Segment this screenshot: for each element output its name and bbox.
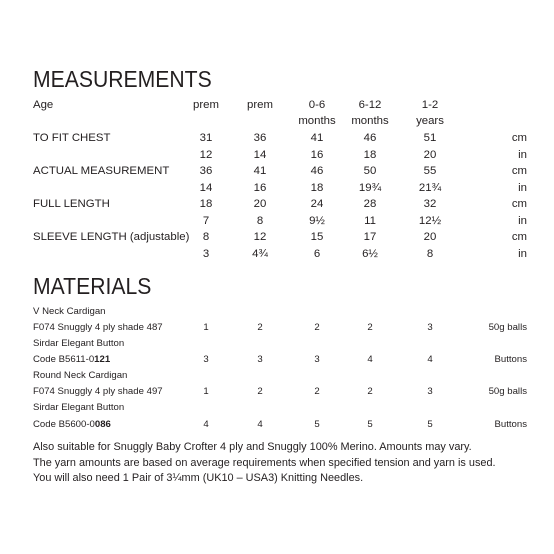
table-cell: 5 xyxy=(427,419,433,430)
table-cell: 24 xyxy=(310,198,324,210)
age-col-4-sub: months xyxy=(351,115,389,127)
table-cell: 32 xyxy=(423,198,437,210)
note-line: The yarn amounts are based on average requirements when specified tension and yarn is used. xyxy=(33,457,496,469)
table-cell: 3 xyxy=(257,354,263,365)
table-cell: 5 xyxy=(314,419,320,430)
table-cell: 3 xyxy=(314,354,320,365)
table-cell: 46 xyxy=(363,132,377,144)
table-cell: 2 xyxy=(314,386,320,397)
table-cell: 2 xyxy=(367,322,373,333)
table-cell: 4 xyxy=(203,419,209,430)
table-cell: 5 xyxy=(367,419,373,430)
row-label: ACTUAL MEASUREMENT xyxy=(33,165,170,177)
table-cell: 2 xyxy=(257,322,263,333)
table-cell: 20 xyxy=(423,231,437,243)
table-cell: 3 xyxy=(427,386,433,397)
table-cell: 41 xyxy=(253,165,267,177)
table-cell: 12½ xyxy=(418,215,442,227)
age-col-3: 0-6 xyxy=(308,99,326,111)
unit-label: in xyxy=(518,182,527,194)
yarn-label: F074 Snuggly 4 ply shade 487 xyxy=(33,322,163,333)
unit-label: cm xyxy=(511,231,527,243)
table-cell: 3 xyxy=(427,322,433,333)
table-cell: 36 xyxy=(199,165,213,177)
table-cell: 18 xyxy=(199,198,213,210)
materials-heading: MATERIALS xyxy=(33,273,152,299)
table-cell: 17 xyxy=(363,231,377,243)
table-cell: 1 xyxy=(203,322,209,333)
table-cell: 16 xyxy=(310,149,324,161)
table-cell: 41 xyxy=(310,132,324,144)
group-heading: Round Neck Cardigan xyxy=(33,370,128,381)
table-cell: 28 xyxy=(363,198,377,210)
unit-label: cm xyxy=(511,198,527,210)
table-cell: 6½ xyxy=(362,248,378,260)
unit-label: in xyxy=(518,248,527,260)
table-cell: 2 xyxy=(367,386,373,397)
table-cell: 46 xyxy=(310,165,324,177)
group-heading: V Neck Cardigan xyxy=(33,306,106,317)
table-cell: 14 xyxy=(199,182,213,194)
age-col-1: prem xyxy=(193,99,219,111)
yarn-label: F074 Snuggly 4 ply shade 497 xyxy=(33,386,163,397)
table-cell: 4 xyxy=(367,354,373,365)
unit-label: cm xyxy=(511,132,527,144)
table-cell: 6 xyxy=(313,248,321,260)
row-label: TO FIT CHEST xyxy=(33,132,111,144)
note-line: Also suitable for Snuggly Baby Crofter 4 ply and Snuggly 100% Merino. Amounts may vary. xyxy=(33,441,472,453)
table-cell: 3 xyxy=(203,354,209,365)
age-col-5-sub: years xyxy=(416,115,444,127)
age-col-2: prem xyxy=(247,99,273,111)
table-cell: 2 xyxy=(257,386,263,397)
table-cell: 50 xyxy=(363,165,377,177)
table-cell: 16 xyxy=(253,182,267,194)
age-col-3-sub: months xyxy=(298,115,336,127)
table-cell: 36 xyxy=(253,132,267,144)
row-label: FULL LENGTH xyxy=(33,198,110,210)
measurements-heading: MEASUREMENTS xyxy=(33,66,212,92)
table-cell: 8 xyxy=(202,231,210,243)
table-cell: 4¾ xyxy=(252,248,268,260)
table-cell: 31 xyxy=(199,132,213,144)
button-code: Code B5600-0086 xyxy=(33,419,111,430)
table-cell: 8 xyxy=(426,248,434,260)
button-label: Sirdar Elegant Button xyxy=(33,402,125,413)
table-cell: 20 xyxy=(253,198,267,210)
table-cell: 20 xyxy=(423,149,437,161)
table-cell: 9½ xyxy=(309,215,325,227)
table-cell: 4 xyxy=(427,354,433,365)
table-cell: 14 xyxy=(253,149,267,161)
table-cell: 11 xyxy=(364,215,376,227)
table-cell: 12 xyxy=(253,231,267,243)
table-cell: 15 xyxy=(310,231,324,243)
table-cell: 8 xyxy=(256,215,264,227)
button-label: Sirdar Elegant Button xyxy=(33,338,125,349)
age-col-4: 6-12 xyxy=(358,99,382,111)
table-cell: 7 xyxy=(202,215,210,227)
unit-label: in xyxy=(518,149,527,161)
table-cell: 1 xyxy=(203,386,209,397)
table-cell: 3 xyxy=(202,248,210,260)
age-label: Age xyxy=(33,99,54,111)
table-cell: 18 xyxy=(310,182,324,194)
age-col-5: 1-2 xyxy=(421,99,439,111)
table-cell: 12 xyxy=(199,149,213,161)
unit-label: Buttons xyxy=(494,419,527,430)
unit-label: in xyxy=(518,215,527,227)
table-cell: 2 xyxy=(314,322,320,333)
unit-label: Buttons xyxy=(494,354,527,365)
button-code: Code B5611-0121 xyxy=(33,354,111,365)
row-label: SLEEVE LENGTH (adjustable) xyxy=(33,231,190,243)
table-cell: 51 xyxy=(423,132,437,144)
unit-label: 50g balls xyxy=(488,322,527,333)
note-line: You will also need 1 Pair of 3¼mm (UK10 – USA3) Knitting Needles. xyxy=(33,472,364,484)
table-cell: 4 xyxy=(257,419,263,430)
table-cell: 21¾ xyxy=(418,182,442,194)
unit-label: 50g balls xyxy=(488,386,527,397)
table-cell: 55 xyxy=(423,165,437,177)
table-cell: 19¾ xyxy=(358,182,382,194)
table-cell: 18 xyxy=(363,149,377,161)
unit-label: cm xyxy=(511,165,527,177)
